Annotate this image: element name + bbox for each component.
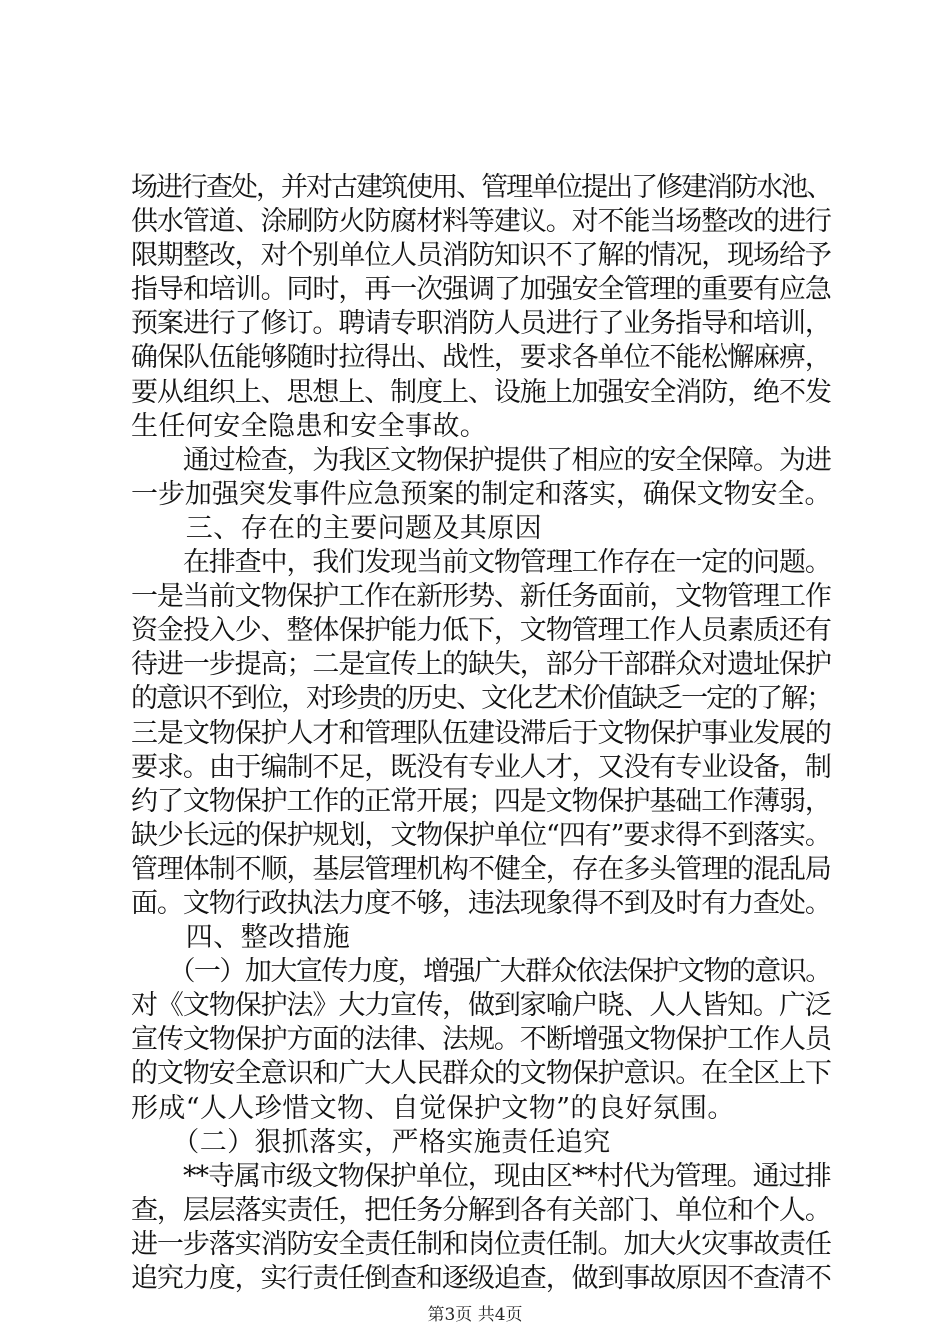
text-line: 生任何安全隐患和安全事故。 <box>131 410 488 442</box>
text-line: 要求。由于编制不足，既没有专业人才，又没有专业设备，制 <box>131 751 831 783</box>
text-line: 宣传文物保护方面的法律、法规。不断增强文物保护工作人员 <box>131 1024 831 1056</box>
text-line: 通过检查，为我区文物保护提供了相应的安全保障。为进 <box>131 444 831 476</box>
text-line: 要从组织上、思想上、制度上、设施上加强安全消防，绝不发 <box>131 376 831 408</box>
text-line: 限期整改，对个别单位人员消防知识不了解的情况，现场给予 <box>131 240 831 272</box>
text-line: 待进一步提高；二是宣传上的缺失，部分干部群众对遗址保护 <box>131 649 831 681</box>
text-line: 在排查中，我们发现当前文物管理工作存在一定的问题。 <box>131 547 831 579</box>
text-line: 的意识不到位，对珍贵的历史、文化艺术价值缺乏一定的了解； <box>131 683 832 715</box>
text-line: 预案进行了修订。聘请专职消防人员进行了业务指导和培训， <box>131 308 831 340</box>
text-line: 查，层层落实责任，把任务分解到各有关部门、单位和个人。 <box>131 1194 831 1226</box>
text-line: 三是文物保护人才和管理队伍建设滞后于文物保护事业发展的 <box>131 717 831 749</box>
text-line: 缺少长远的保护规划，文物保护单位“四有”要求得不到落实。 <box>131 819 831 851</box>
text-line: 资金投入少、整体保护能力低下，文物管理工作人员素质还有 <box>131 615 831 647</box>
text-line: 追究力度，实行责任倒查和逐级追查，做到事故原因不查清不 <box>131 1263 831 1294</box>
text-line: 管理体制不顺，基层管理机构不健全，存在多头管理的混乱局 <box>131 853 831 885</box>
text-line: 对《文物保护法》大力宣传，做到家喻户晓、人人皆知。广泛 <box>131 990 831 1022</box>
text-line: **寺属市级文物保护单位，现由区**村代为管理。通过排 <box>131 1160 831 1192</box>
text-line: 形成“人人珍惜文物、自觉保护文物”的良好氛围。 <box>131 1092 735 1124</box>
text-line: 进一步落实消防安全责任制和岗位责任制。加大火灾事故责任 <box>131 1228 831 1260</box>
text-line: 面。文物行政执法力度不够，违法现象得不到及时有力查处。 <box>131 887 831 919</box>
text-line: 一步加强突发事件应急预案的制定和落实，确保文物安全。 <box>131 478 832 510</box>
text-line: 四、整改措施 <box>131 922 351 954</box>
document-body <box>131 171 831 1296</box>
text-line: 供水管道、涂刷防火防腐材料等建议。对不能当场整改的进行 <box>131 206 831 238</box>
text-line: 的文物安全意识和广大人民群众的文物保护意识。在全区上下 <box>131 1058 831 1090</box>
text-line: 一是当前文物保护工作在新形势、新任务面前，文物管理工作 <box>131 581 831 613</box>
text-line: 指导和培训。同时，再一次强调了加强安全管理的重要有应急 <box>131 274 831 306</box>
page-footer: 第3页 共4页 <box>427 1305 523 1325</box>
text-line: 三、存在的主要问题及其原因 <box>131 512 542 544</box>
text-line: （二）狠抓落实，严格实施责任追究 <box>131 1126 611 1158</box>
text-line: （一）加大宣传力度，增强广大群众依法保护文物的意识。 <box>131 956 831 988</box>
text-line: 场进行查处，并对古建筑使用、管理单位提出了修建消防水池、 <box>131 172 832 203</box>
text-line: 确保队伍能够随时拉得出、战性，要求各单位不能松懈麻痹， <box>131 342 831 374</box>
text-line: 约了文物保护工作的正常开展；四是文物保护基础工作薄弱， <box>131 785 831 817</box>
